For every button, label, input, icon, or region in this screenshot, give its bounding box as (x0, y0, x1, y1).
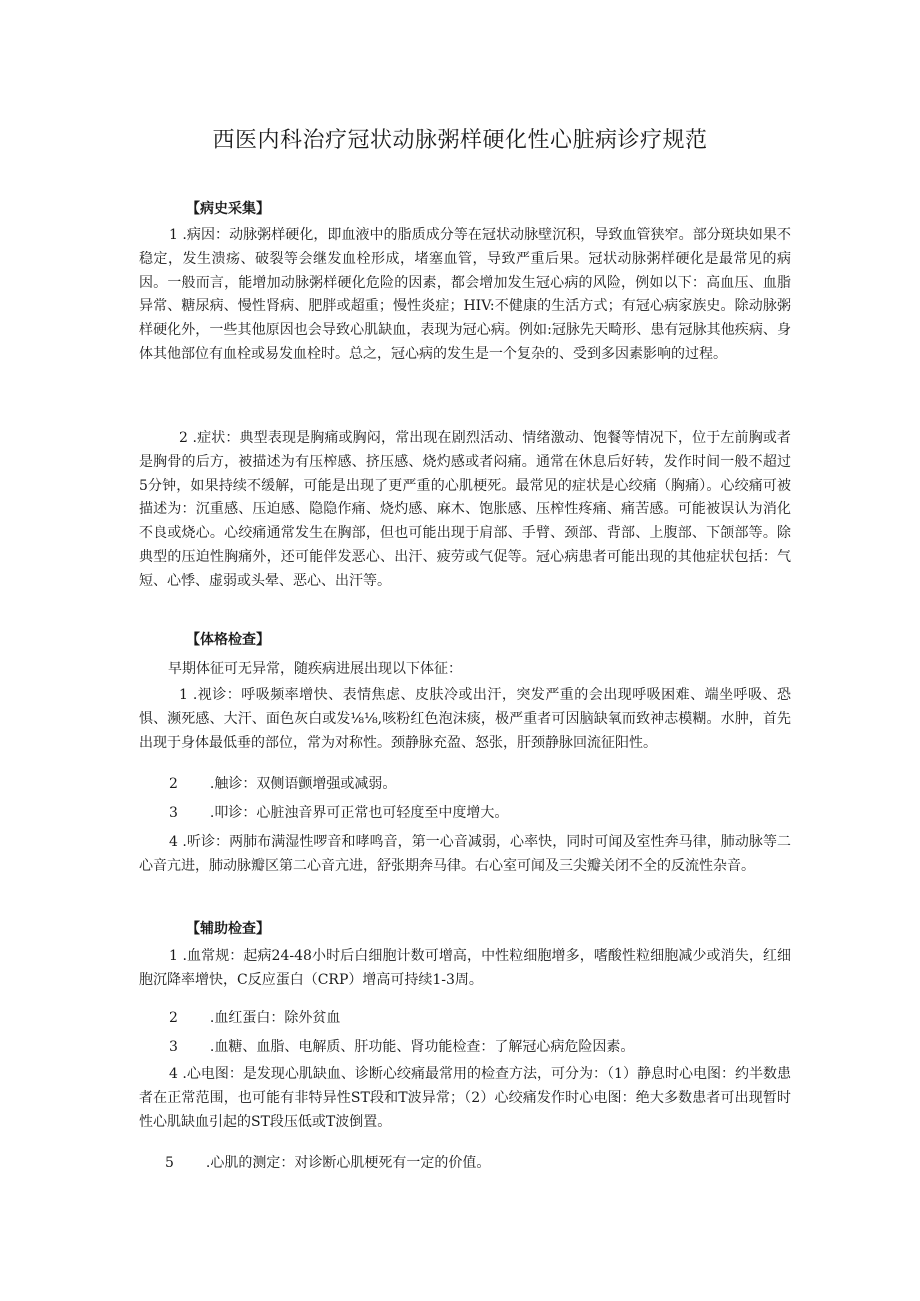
paragraph-physical-3 (169, 802, 508, 822)
paragraph-auxiliary-4 (139, 1063, 791, 1134)
item-number: 4 (169, 1066, 178, 1082)
paragraph-history-1 (139, 224, 791, 367)
item-text: .心肌的测定：对诊断心肌梗死有一定的价值。 (205, 1155, 491, 1171)
paragraph-auxiliary-2 (169, 1007, 340, 1027)
item-number: 4 (169, 834, 178, 850)
physical-intro: 早期体征可无异常，随疾病进展出现以下体征： (168, 661, 462, 677)
paragraph-auxiliary-1 (139, 945, 791, 993)
item-number: 1 (179, 687, 188, 703)
item-text: .心电图：是发现心肌缺血、诊断心绞痛最常用的检查方法，可分为：（1）静息时心电图：约半数患者在正常范围，也可能有非特异性ST段和T波异常；（2）心绞痛发作时心电图：绝大多数患者可出现暂时性心肌缺血引起的ST段压低或T波倒置。 (139, 1066, 792, 1130)
item-number: 1 (169, 227, 178, 243)
paragraph-physical-4 (139, 831, 791, 879)
item-text: .病因：动脉粥样硬化，即血液中的脂质成分等在冠状动脉壁沉积，导致血管狭窄。部分斑块如果不稳定，发生溃疡、破裂等会继发血栓形成，堵塞血管，导致严重后果。冠状动脉粥样硬化是最常见的病因。一般而言，能增加动脉粥样硬化危险的因素，都会增加发生冠心病的风险，例如以下：高血压、血脂异常、糖尿病、慢性肾病、肥胖或超重；慢性炎症；HIV:不健康的生活方式；有冠心病家族史。除动脉粥样硬化外，一些其他原因也会导致心肌缺血，表现为冠心病。例如:冠脉先天畸形、患有冠脉其他疾病、身体其他部位有血栓或易发血栓时。总之，冠心病的发生是一个复杂的、受到多因素影响的过程。 (139, 227, 791, 362)
item-text: .听诊：两肺布满湿性啰音和哮鸣音，第一心音减弱，心率快，同时可闻及室性奔马律，肺动脉等二心音亢进，肺动脉瓣区第二心音亢进，舒张期奔马律。右心室可闻及三尖瓣关闭不全的反流性杂音。 (139, 834, 791, 874)
section-heading-physical: 【体格检查】 (186, 632, 270, 648)
item-number: 2 (179, 430, 188, 446)
document-title: 西医内科治疗冠状动脉粥样硬化性心脏病诊疗规范 (212, 128, 708, 153)
paragraph-auxiliary-3 (169, 1036, 634, 1056)
section-heading-auxiliary: 【辅助检查】 (186, 921, 270, 937)
item-text: .症状：典型表现是胸痛或胸闷，常出现在剧烈活动、情绪激动、饱餐等情况下，位于左前胸或者是胸骨的后方，被描述为有压榨感、挤压感、烧灼感或者闷痛。通常在休息后好转，发作时间一般不超过5分钟，如果持续不缓解，可能是出现了更严重的心肌梗死。最常见的症状是心绞痛（胸痛）。心绞痛可被描述为：沉重感、压迫感、隐隐作痛、烧灼感、麻木、饱胀感、压榨性疼痛、痛苦感。可能被误认为消化不良或烧心。心绞痛通常发生在胸部，但也可能出现于肩部、手臂、颈部、背部、上腹部、下颌部等。除典型的压迫性胸痛外，还可能伴发恶心、出汗、疲劳或气促等。冠心病患者可能出现的其他症状包括：气短、心悸、虚弱或头晕、恶心、出汗等。 (139, 430, 791, 589)
item-text: .视诊：呼吸频率增快、表情焦虑、皮肤冷或出汗，突发严重的会出现呼吸困难、端坐呼吸、恐惧、濒死感、大汗、面色灰白或发⅛⅛,咳粉红色泡沫痰，极严重者可因脑缺氧而致神志模糊。水肿，首先出现于身体最低垂的部位，常为对称性。颈静脉充盈、怒张，肝颈静脉回流征阳性。 (139, 687, 791, 751)
paragraph-history-2 (139, 427, 791, 594)
item-text: .叩诊：心脏浊音界可正常也可轻度至中度增大。 (209, 805, 509, 821)
item-number: 2 (169, 776, 178, 792)
item-number: 3 (169, 1039, 178, 1055)
item-text: .血红蛋白：除外贫血 (209, 1010, 341, 1026)
item-number: 1 (169, 948, 178, 964)
item-text: .血糖、血脂、电解质、肝功能、肾功能检查：了解冠心病危险因素。 (209, 1039, 635, 1055)
item-number: 5 (165, 1155, 174, 1171)
item-text: .触诊：双侧语颤增强或减弱。 (209, 776, 397, 792)
paragraph-physical-1 (139, 684, 791, 755)
paragraph-physical-2 (169, 773, 396, 793)
section-heading-history: 【病史采集】 (186, 201, 270, 217)
item-text: .血常规：起病24-48小时后白细胞计数可增高，中性粒细胞增多，嗜酸性粒细胞减少或消失，红细胞沉降率增快，C反应蛋白（CRP）增高可持续1-3周。 (139, 948, 791, 988)
item-number: 3 (169, 805, 178, 821)
item-number: 2 (169, 1010, 178, 1026)
paragraph-auxiliary-5 (165, 1152, 490, 1172)
